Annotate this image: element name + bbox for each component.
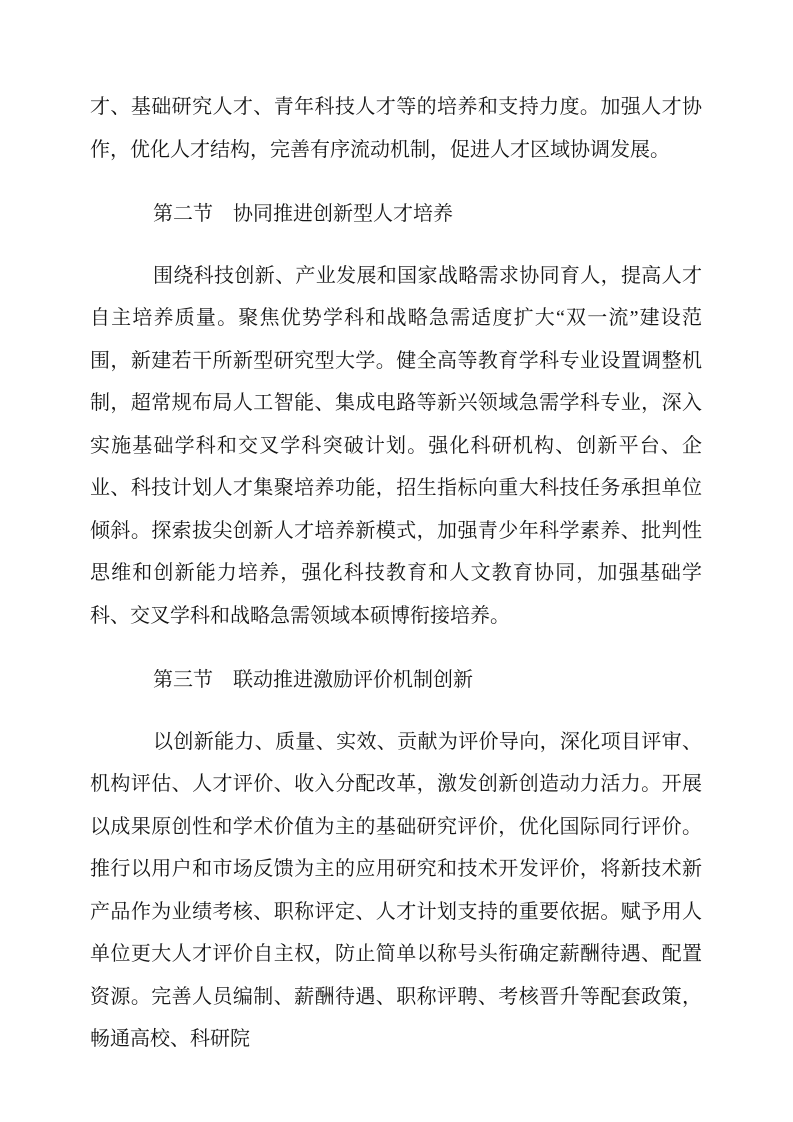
paragraph-continuation: 才、基础研究人才、青年科技人才等的培养和支持力度。加强人才协作，优化人才结构，完善有序流动机制，促进人才区域协调发展。 (90, 96, 702, 161)
paragraph-section-2: 围绕科技创新、产业发展和国家战略需求协同育人，提高人才自主培养质量。聚焦优势学科和战略急需适度扩大“双一流”建设范围，新建若干所新型研究型大学。健全高等教育学科专业设置调整机制，超常规布局人工智能、集成电路等新兴领域急需学科专业，深入实施基础学科和交叉学科突破计划。强化科研机构、创新平台、企业、科技计划人才集聚培养功能，招生指标向重大科技任务承担单位倾斜。探索拔尖创新人才培养新模式，加强青少年科学素养、批判性思维和创新能力培养，强化科技教育和人文教育协同，加强基础学科、交叉学科和战略急需领域本硕博衔接培养。 (90, 264, 702, 627)
section-heading-3: 第三节 联动推进激励评价机制创新 (153, 669, 473, 691)
section-heading-2: 第二节 协同推进创新型人才培养 (153, 203, 453, 225)
paragraph-section-3: 以创新能力、质量、实效、贡献为评价导向，深化项目评审、机构评估、人才评价、收入分配改革，激发创新创造动力活力。开展以成果原创性和学术价值为主的基础研究评价，优化国际同行评价。推行以用户和市场反馈为主的应用研究和技术开发评价，将新技术新产品作为业绩考核、职称评定、人才计划支持的重要依据。赋予用人单位更大人才评价自主权，防止简单以称号头衔确定薪酬待遇、配置资源。完善人员编制、薪酬待遇、职称评聘、考核晋升等配套政策，畅通高校、科研院 (90, 730, 702, 1050)
